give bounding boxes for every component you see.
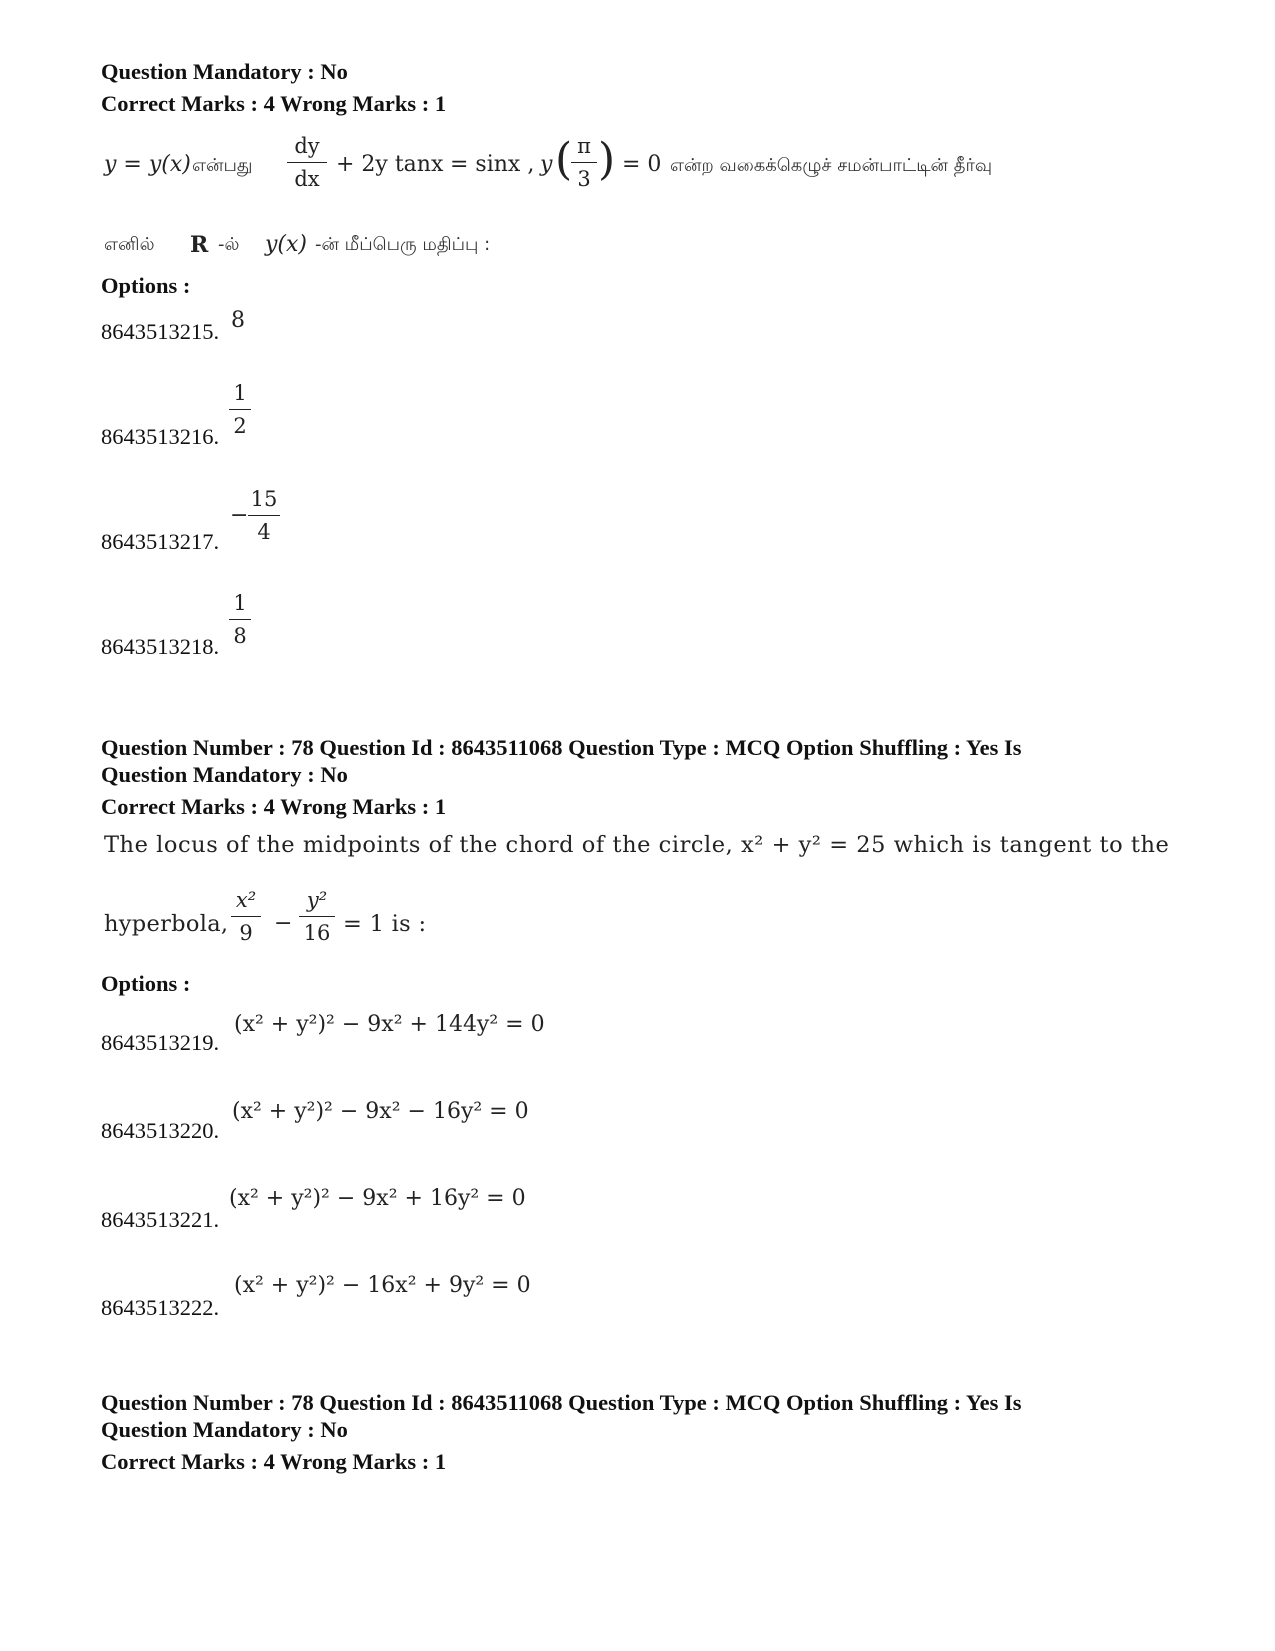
fraction-bar [229, 409, 251, 410]
denominator: dx [294, 167, 320, 191]
denominator: 9 [239, 921, 253, 945]
option-expression: (x² + y²)² − 9x² − 16y² = 0 [232, 1099, 529, 1124]
fraction-pi-3 [571, 134, 597, 191]
tamil-text: என்பது [192, 155, 253, 176]
option-expression: (x² + y²)² − 9x² + 16y² = 0 [229, 1186, 526, 1211]
math-minus: − [274, 911, 293, 936]
math-y: y [540, 152, 553, 177]
numerator: y² [306, 888, 328, 912]
math-R: R [190, 232, 209, 258]
numerator: 1 [233, 591, 247, 615]
marks-info: Correct Marks : 4 Wrong Marks : 1 [101, 91, 447, 116]
fraction-x2-9 [231, 888, 261, 945]
denominator: 2 [233, 414, 247, 438]
option-id: 8643513216. [101, 424, 220, 449]
fraction-bar [571, 162, 597, 163]
math-lhs: y = y(x) [104, 152, 191, 177]
options-label: Options : [101, 971, 191, 996]
math-eq0: = 0 [622, 152, 662, 177]
question-mandatory: Question Mandatory : No [101, 59, 348, 84]
fraction-bar [248, 515, 280, 516]
option-id: 8643513215. [101, 319, 220, 344]
marks-info: Correct Marks : 4 Wrong Marks : 1 [101, 1449, 447, 1474]
paren-open: ( [555, 134, 573, 185]
numerator: dy [294, 134, 320, 158]
tamil-text: -ல் [218, 234, 240, 255]
option-expression: (x² + y²)² − 9x² + 144y² = 0 [234, 1012, 545, 1037]
fraction-y2-16 [299, 888, 335, 945]
denominator: 16 [303, 921, 331, 945]
fraction-bar [287, 162, 327, 163]
options-label: Options : [101, 273, 191, 298]
marks-info: Correct Marks : 4 Wrong Marks : 1 [101, 794, 447, 819]
fraction-dy-dx [287, 134, 327, 191]
option-expression: (x² + y²)² − 16x² + 9y² = 0 [234, 1273, 531, 1298]
question-line: The locus of the midpoints of the chord of the circle, x² + y² = 25 which is tangent to the [104, 832, 1170, 858]
fraction-bar [299, 916, 335, 917]
option-fraction [229, 381, 251, 438]
denominator: 3 [577, 167, 591, 191]
option-id: 8643513218. [101, 634, 220, 659]
tamil-text: என்ற வகைக்கெழுச் சமன்பாட்டின் தீர்வு [670, 155, 993, 176]
fraction-bar [231, 916, 261, 917]
fraction-bar [229, 619, 251, 620]
math-term: + 2y tanx [336, 152, 444, 177]
option-id: 8643513217. [101, 529, 220, 554]
paren-close: ) [598, 134, 616, 185]
numerator: 1 [233, 381, 247, 405]
option-value: 8 [231, 308, 245, 333]
question-mandatory: Question Mandatory : No [101, 1417, 348, 1442]
numerator: 15 [250, 487, 278, 511]
numerator: x² [235, 888, 257, 912]
numerator: π [577, 134, 591, 158]
option-sign: − [230, 503, 249, 528]
denominator: 4 [257, 520, 271, 544]
tamil-text: -ன் மீப்பெரு மதிப்பு : [315, 234, 491, 255]
option-fraction [229, 591, 251, 648]
math-yx: y(x) [265, 232, 308, 257]
option-id: 8643513220. [101, 1118, 220, 1143]
option-id: 8643513222. [101, 1295, 220, 1320]
option-id: 8643513219. [101, 1030, 220, 1055]
question-header: Question Number : 78 Question Id : 8643511068 Question Type : MCQ Option Shuffling : Yes Is [101, 1390, 1022, 1415]
option-id: 8643513221. [101, 1207, 220, 1232]
question-header: Question Number : 78 Question Id : 8643511068 Question Type : MCQ Option Shuffling : Yes Is [101, 735, 1022, 760]
question-mandatory: Question Mandatory : No [101, 762, 348, 787]
option-fraction [248, 487, 280, 544]
tamil-text: எனில் [104, 234, 155, 255]
denominator: 8 [233, 624, 247, 648]
hyperbola-word: hyperbola, [104, 911, 229, 937]
math-rhs: = sinx , [450, 152, 535, 177]
equation-tail: = 1 is : [343, 911, 427, 937]
